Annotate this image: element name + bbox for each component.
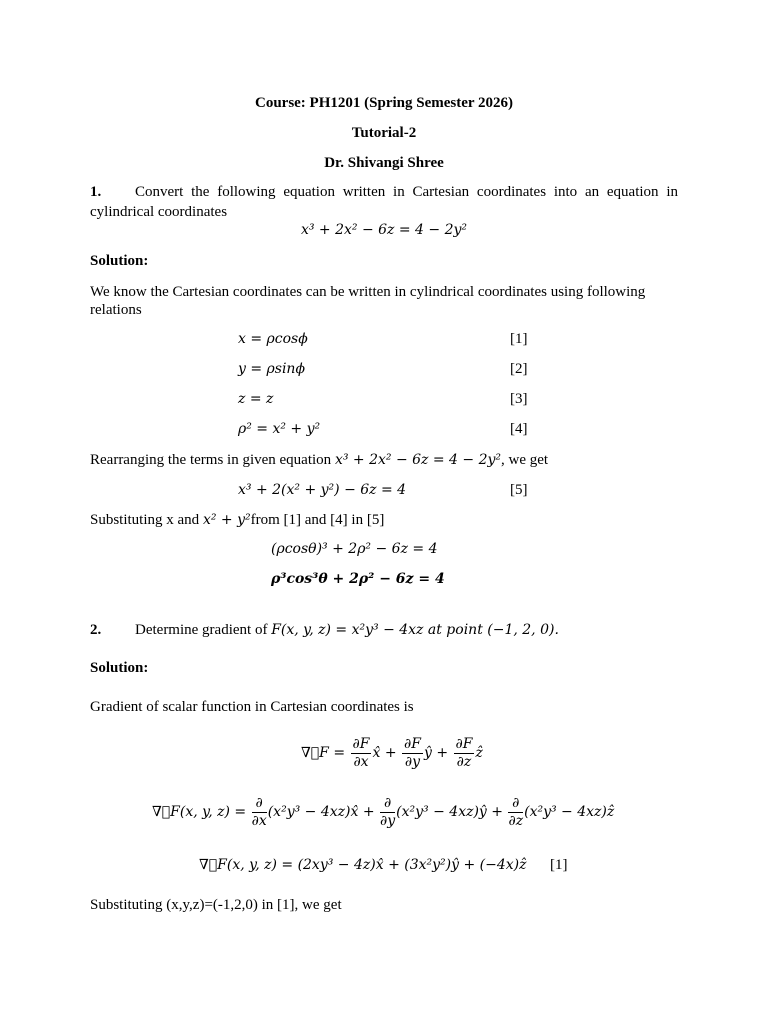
q2-text: Determine gradient of [135, 622, 268, 638]
partial-z-fraction: $\frac{\partial F}{\partial z}$ [455, 735, 473, 770]
gradient-intro: Gradient of scalar function in Cartesian coordinates is [90, 699, 414, 715]
rearrange-suffix: , we get [501, 452, 549, 468]
q2-number: 2. [90, 622, 102, 638]
gradient-result-tag: [1] [550, 857, 568, 873]
x-hat: x̂ + [372, 745, 397, 761]
substitution-text-b: from [1] and [4] in [5] [250, 512, 385, 528]
z-hat: ẑ [475, 745, 483, 761]
rearranged-equation: x³ + 2(x² + y²) − 6z = 4 [238, 482, 407, 498]
rearrange-equation: x³ + 2x² − 6z = 4 − 2y² [334, 452, 502, 468]
rearrange-prefix: Rearranging the terms in given equation [90, 452, 332, 468]
relation-z: z = z [238, 391, 274, 407]
relation-rho: ρ² = x² + y² [238, 421, 321, 437]
partial-y-fraction: $\frac{\partial F}{\partial y}$ [404, 735, 421, 770]
q1-text-line2: cylindrical coordinates [90, 204, 228, 220]
course-title: Course: PH1201 (Spring Semester 2026) [254, 95, 514, 111]
q1-solution-label: Solution: [90, 253, 149, 269]
gradient-expansion: ∇⃗F(x, y, z) = $\frac{\partial}{\partial x}$ (x²y³ − 4xz)x̂ + $\frac{\partial}{\partial y}$ (x²y³ − 4xz)ŷ + $\frac{\partial}{\partial z}$ (x²y³ − 4xz)ẑ [152, 794, 615, 829]
instructor-name: Dr. Shivangi Shree [324, 155, 444, 171]
result-equation-2: ρ³cos³θ + 2ρ² − 6z = 4 [271, 571, 445, 587]
gradient-definition [301, 733, 483, 773]
relation-y: y = ρsinϕ [238, 361, 305, 377]
tutorial-title: Tutorial-2 [351, 125, 417, 141]
relation-rho-tag: [4] [510, 421, 528, 437]
q2-solution-label: Solution: [90, 660, 149, 676]
q1-equation: x³ + 2x² − 6z = 4 − 2y² [300, 222, 468, 238]
substitution-text-a: Substituting x and [90, 512, 200, 528]
q2-question-line [135, 621, 559, 639]
relation-x: x = ρcosϕ [238, 331, 308, 347]
relation-x-tag: [1] [510, 331, 528, 347]
nabla-f: ∇⃗F = [301, 745, 346, 761]
q2-function: F(x, y, z) = x²y³ − 4xz at point (−1, 2, 0). [271, 622, 559, 638]
substitution-line [90, 511, 384, 529]
q1-number: 1. [90, 184, 102, 200]
q1-text-line1: Convert the following equation written in Cartesian coordinates into an equation in [135, 184, 678, 200]
q1-intro-line2: relations [90, 302, 142, 318]
partial-x-fraction: $\frac{\partial F}{\partial x}$ [352, 735, 370, 770]
result-equation-1: (ρcosθ)³ + 2ρ² − 6z = 4 [271, 541, 438, 557]
rearranged-tag: [5] [510, 482, 528, 498]
relation-y-tag: [2] [510, 361, 528, 377]
q1-intro-line1: We know the Cartesian coordinates can be written in cylindrical coordinates using following [90, 284, 646, 300]
y-hat: ŷ + [423, 745, 449, 761]
relation-z-tag: [3] [510, 391, 528, 407]
rearrange-line [90, 451, 548, 469]
gradient-result: ∇⃗F(x, y, z) = (2xy³ − 4z)x̂ + (3x²y²)ŷ + (−4x)ẑ [199, 857, 527, 873]
final-substitution-text: Substituting (x,y,z)=(-1,2,0) in [1], we get [90, 897, 342, 913]
substitution-equation: x² + y² [202, 512, 251, 528]
